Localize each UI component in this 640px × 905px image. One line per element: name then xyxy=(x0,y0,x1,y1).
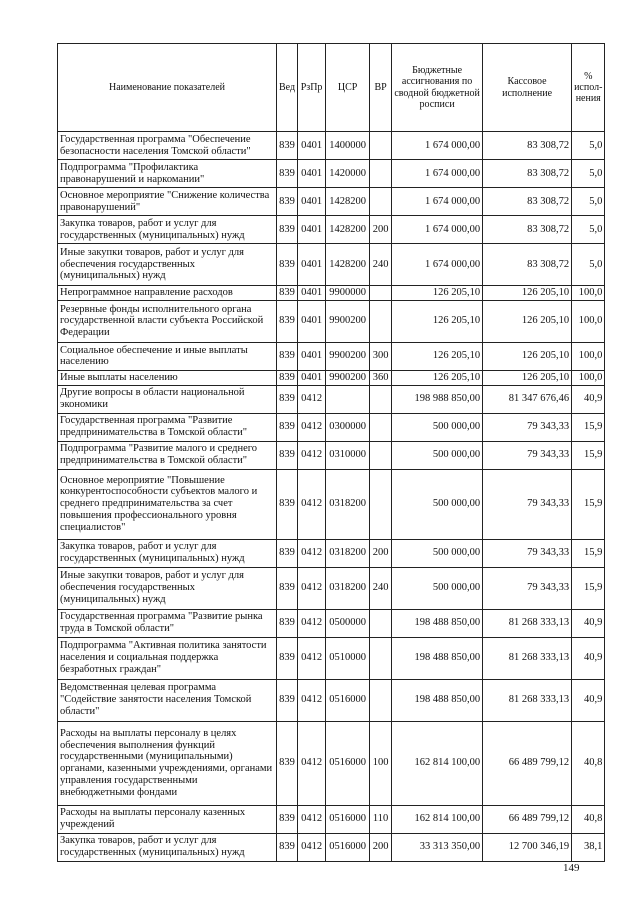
cell-csr: 0516000 xyxy=(326,805,370,833)
cell-csr: 0318200 xyxy=(326,469,370,539)
cell-pct: 15,9 xyxy=(572,413,605,441)
cell-cash: 66 489 799,12 xyxy=(483,805,572,833)
cell-cash: 126 205,10 xyxy=(483,286,572,301)
cell-csr: 9900200 xyxy=(326,300,370,342)
cell-cash: 79 343,33 xyxy=(483,469,572,539)
cell-csr: 0500000 xyxy=(326,609,370,637)
header-vr: ВР xyxy=(370,44,392,132)
cell-vr: 300 xyxy=(370,342,392,370)
cell-pct: 5,0 xyxy=(572,132,605,160)
cell-rzpr: 0412 xyxy=(298,441,326,469)
cell-name: Закупка товаров, работ и услуг для государственных (муниципальных) нужд xyxy=(58,539,277,567)
cell-rzpr: 0401 xyxy=(298,342,326,370)
cell-csr: 9900000 xyxy=(326,286,370,301)
cell-budget: 162 814 100,00 xyxy=(392,805,483,833)
cell-csr: 0516000 xyxy=(326,721,370,805)
cell-vr xyxy=(370,413,392,441)
cell-vr xyxy=(370,469,392,539)
cell-ved: 839 xyxy=(277,244,298,286)
cell-name: Государственная программа "Развитие рынка труда в Томской области" xyxy=(58,609,277,637)
cell-cash: 126 205,10 xyxy=(483,370,572,385)
cell-budget: 33 313 350,00 xyxy=(392,833,483,861)
cell-ved: 839 xyxy=(277,188,298,216)
table-row xyxy=(58,567,605,609)
cell-budget: 1 674 000,00 xyxy=(392,132,483,160)
cell-cash: 81 268 333,13 xyxy=(483,679,572,721)
cell-csr: 1420000 xyxy=(326,160,370,188)
cell-ved: 839 xyxy=(277,567,298,609)
cell-cash: 126 205,10 xyxy=(483,300,572,342)
table-row xyxy=(58,721,605,805)
cell-name: Резервные фонды исполнительного органа государственной власти субъекта Российской Федерации xyxy=(58,300,277,342)
cell-cash: 79 343,33 xyxy=(483,539,572,567)
cell-cash: 83 308,72 xyxy=(483,132,572,160)
table-row xyxy=(58,300,605,342)
cell-rzpr: 0412 xyxy=(298,679,326,721)
cell-csr: 0318200 xyxy=(326,539,370,567)
cell-vr: 200 xyxy=(370,216,392,244)
page-number: 149 xyxy=(563,862,580,874)
cell-cash: 79 343,33 xyxy=(483,413,572,441)
table-row xyxy=(58,385,605,413)
cell-vr xyxy=(370,300,392,342)
cell-rzpr: 0401 xyxy=(298,132,326,160)
cell-cash: 81 268 333,13 xyxy=(483,637,572,679)
cell-name: Подпрограмма "Профилактика правонарушений и наркомании" xyxy=(58,160,277,188)
table-row xyxy=(58,609,605,637)
cell-vr xyxy=(370,441,392,469)
cell-vr xyxy=(370,385,392,413)
cell-budget: 1 674 000,00 xyxy=(392,216,483,244)
cell-rzpr: 0412 xyxy=(298,721,326,805)
cell-pct: 38,1 xyxy=(572,833,605,861)
cell-vr xyxy=(370,188,392,216)
cell-rzpr: 0412 xyxy=(298,413,326,441)
cell-csr: 0510000 xyxy=(326,637,370,679)
cell-ved: 839 xyxy=(277,216,298,244)
cell-pct: 5,0 xyxy=(572,216,605,244)
cell-vr: 360 xyxy=(370,370,392,385)
table-row xyxy=(58,370,605,385)
cell-pct: 40,8 xyxy=(572,721,605,805)
cell-rzpr: 0401 xyxy=(298,370,326,385)
header-budget: Бюджетные ассигнования по сводной бюджетной росписи xyxy=(392,44,483,132)
table-header-row xyxy=(58,44,605,132)
cell-budget: 198 488 850,00 xyxy=(392,637,483,679)
cell-budget: 126 205,10 xyxy=(392,342,483,370)
cell-csr: 0318200 xyxy=(326,567,370,609)
cell-cash: 81 347 676,46 xyxy=(483,385,572,413)
cell-pct: 40,9 xyxy=(572,637,605,679)
cell-ved: 839 xyxy=(277,679,298,721)
cell-pct: 15,9 xyxy=(572,469,605,539)
cell-rzpr: 0401 xyxy=(298,216,326,244)
cell-budget: 500 000,00 xyxy=(392,413,483,441)
cell-csr: 1428200 xyxy=(326,188,370,216)
cell-name: Расходы на выплаты персоналу в целях обеспечения выполнения функций государственными (муниципальными) органами, казенными учреждениями, органами управления государственными внебюджетными фондами xyxy=(58,721,277,805)
cell-ved: 839 xyxy=(277,833,298,861)
cell-budget: 198 488 850,00 xyxy=(392,679,483,721)
cell-cash: 79 343,33 xyxy=(483,441,572,469)
cell-cash: 83 308,72 xyxy=(483,216,572,244)
table-row xyxy=(58,342,605,370)
table-row xyxy=(58,441,605,469)
header-name: Наименование показателей xyxy=(58,44,277,132)
cell-budget: 126 205,10 xyxy=(392,370,483,385)
table-row xyxy=(58,188,605,216)
table-row xyxy=(58,805,605,833)
cell-ved: 839 xyxy=(277,385,298,413)
cell-pct: 100,0 xyxy=(572,286,605,301)
cell-cash: 83 308,72 xyxy=(483,188,572,216)
cell-cash: 83 308,72 xyxy=(483,160,572,188)
table-row xyxy=(58,160,605,188)
cell-vr: 240 xyxy=(370,567,392,609)
cell-csr: 9900200 xyxy=(326,342,370,370)
cell-budget: 162 814 100,00 xyxy=(392,721,483,805)
cell-name: Подпрограмма "Развитие малого и среднего предпринимательства в Томской области" xyxy=(58,441,277,469)
cell-csr: 1428200 xyxy=(326,216,370,244)
header-rzpr: РзПр xyxy=(298,44,326,132)
cell-pct: 40,9 xyxy=(572,609,605,637)
table-row xyxy=(58,286,605,301)
cell-ved: 839 xyxy=(277,441,298,469)
cell-vr: 200 xyxy=(370,539,392,567)
table-row xyxy=(58,679,605,721)
header-cash: Кассовое исполнение xyxy=(483,44,572,132)
cell-vr xyxy=(370,286,392,301)
cell-csr xyxy=(326,385,370,413)
cell-ved: 839 xyxy=(277,805,298,833)
cell-budget: 1 674 000,00 xyxy=(392,160,483,188)
cell-ved: 839 xyxy=(277,300,298,342)
cell-rzpr: 0412 xyxy=(298,637,326,679)
cell-vr xyxy=(370,679,392,721)
cell-rzpr: 0412 xyxy=(298,539,326,567)
table-row xyxy=(58,833,605,861)
cell-name: Другие вопросы в области национальной экономики xyxy=(58,385,277,413)
table-row xyxy=(58,469,605,539)
cell-pct: 40,9 xyxy=(572,679,605,721)
cell-name: Иные закупки товаров, работ и услуг для обеспечения государственных (муниципальных) нужд xyxy=(58,567,277,609)
cell-rzpr: 0412 xyxy=(298,609,326,637)
cell-name: Иные закупки товаров, работ и услуг для обеспечения государственных (муниципальных) нужд xyxy=(58,244,277,286)
cell-pct: 40,9 xyxy=(572,385,605,413)
cell-name: Основное мероприятие "Снижение количества правонарушений" xyxy=(58,188,277,216)
header-ved: Вед xyxy=(277,44,298,132)
cell-pct: 40,8 xyxy=(572,805,605,833)
cell-pct: 100,0 xyxy=(572,370,605,385)
cell-rzpr: 0401 xyxy=(298,286,326,301)
cell-csr: 1428200 xyxy=(326,244,370,286)
cell-pct: 15,9 xyxy=(572,539,605,567)
cell-rzpr: 0401 xyxy=(298,244,326,286)
cell-budget: 500 000,00 xyxy=(392,539,483,567)
cell-pct: 15,9 xyxy=(572,567,605,609)
cell-vr xyxy=(370,609,392,637)
cell-vr: 100 xyxy=(370,721,392,805)
cell-cash: 126 205,10 xyxy=(483,342,572,370)
cell-csr: 0516000 xyxy=(326,833,370,861)
cell-csr: 0310000 xyxy=(326,441,370,469)
table-row xyxy=(58,132,605,160)
cell-ved: 839 xyxy=(277,132,298,160)
cell-name: Ведомственная целевая программа "Содействие занятости населения Томской области" xyxy=(58,679,277,721)
cell-vr xyxy=(370,132,392,160)
cell-vr xyxy=(370,637,392,679)
table-row xyxy=(58,637,605,679)
cell-pct: 5,0 xyxy=(572,244,605,286)
cell-name: Иные выплаты населению xyxy=(58,370,277,385)
cell-budget: 500 000,00 xyxy=(392,567,483,609)
cell-rzpr: 0412 xyxy=(298,833,326,861)
cell-ved: 839 xyxy=(277,469,298,539)
cell-name: Закупка товаров, работ и услуг для государственных (муниципальных) нужд xyxy=(58,216,277,244)
cell-ved: 839 xyxy=(277,637,298,679)
cell-ved: 839 xyxy=(277,342,298,370)
cell-budget: 1 674 000,00 xyxy=(392,188,483,216)
cell-vr: 200 xyxy=(370,833,392,861)
cell-cash: 12 700 346,19 xyxy=(483,833,572,861)
cell-csr: 9900200 xyxy=(326,370,370,385)
cell-csr: 0300000 xyxy=(326,413,370,441)
cell-rzpr: 0401 xyxy=(298,188,326,216)
cell-cash: 81 268 333,13 xyxy=(483,609,572,637)
cell-ved: 839 xyxy=(277,539,298,567)
cell-budget: 198 988 850,00 xyxy=(392,385,483,413)
header-pct: % испол-нения xyxy=(572,44,605,132)
cell-rzpr: 0412 xyxy=(298,469,326,539)
cell-ved: 839 xyxy=(277,413,298,441)
cell-csr: 1400000 xyxy=(326,132,370,160)
cell-budget: 500 000,00 xyxy=(392,469,483,539)
cell-rzpr: 0412 xyxy=(298,567,326,609)
cell-rzpr: 0412 xyxy=(298,805,326,833)
cell-pct: 15,9 xyxy=(572,441,605,469)
cell-name: Государственная программа "Развитие предпринимательства в Томской области" xyxy=(58,413,277,441)
cell-pct: 100,0 xyxy=(572,300,605,342)
cell-vr xyxy=(370,160,392,188)
budget-execution-table xyxy=(57,43,605,862)
cell-name: Непрограммное направление расходов xyxy=(58,286,277,301)
cell-ved: 839 xyxy=(277,286,298,301)
cell-pct: 5,0 xyxy=(572,160,605,188)
cell-ved: 839 xyxy=(277,609,298,637)
cell-name: Подпрограмма "Активная политика занятости населения и социальная поддержка безработных граждан" xyxy=(58,637,277,679)
table-row xyxy=(58,244,605,286)
cell-name: Социальное обеспечение и иные выплаты населению xyxy=(58,342,277,370)
cell-name: Расходы на выплаты персоналу казенных учреждений xyxy=(58,805,277,833)
cell-ved: 839 xyxy=(277,370,298,385)
cell-name: Основное мероприятие "Повышение конкурентоспособности субъектов малого и среднего предпринимательства за счет повышения профессионального уровня специалистов" xyxy=(58,469,277,539)
cell-csr: 0516000 xyxy=(326,679,370,721)
cell-vr: 110 xyxy=(370,805,392,833)
cell-ved: 839 xyxy=(277,721,298,805)
cell-ved: 839 xyxy=(277,160,298,188)
cell-budget: 1 674 000,00 xyxy=(392,244,483,286)
cell-cash: 79 343,33 xyxy=(483,567,572,609)
cell-pct: 100,0 xyxy=(572,342,605,370)
cell-name: Государственная программа "Обеспечение безопасности населения Томской области" xyxy=(58,132,277,160)
cell-rzpr: 0401 xyxy=(298,300,326,342)
cell-pct: 5,0 xyxy=(572,188,605,216)
cell-cash: 83 308,72 xyxy=(483,244,572,286)
cell-rzpr: 0401 xyxy=(298,160,326,188)
cell-budget: 126 205,10 xyxy=(392,300,483,342)
table-row xyxy=(58,413,605,441)
cell-name: Закупка товаров, работ и услуг для государственных (муниципальных) нужд xyxy=(58,833,277,861)
cell-budget: 126 205,10 xyxy=(392,286,483,301)
table-row xyxy=(58,539,605,567)
cell-vr: 240 xyxy=(370,244,392,286)
table-body xyxy=(58,132,605,862)
cell-budget: 500 000,00 xyxy=(392,441,483,469)
cell-budget: 198 488 850,00 xyxy=(392,609,483,637)
table-row xyxy=(58,216,605,244)
cell-cash: 66 489 799,12 xyxy=(483,721,572,805)
cell-rzpr: 0412 xyxy=(298,385,326,413)
header-csr: ЦСР xyxy=(326,44,370,132)
